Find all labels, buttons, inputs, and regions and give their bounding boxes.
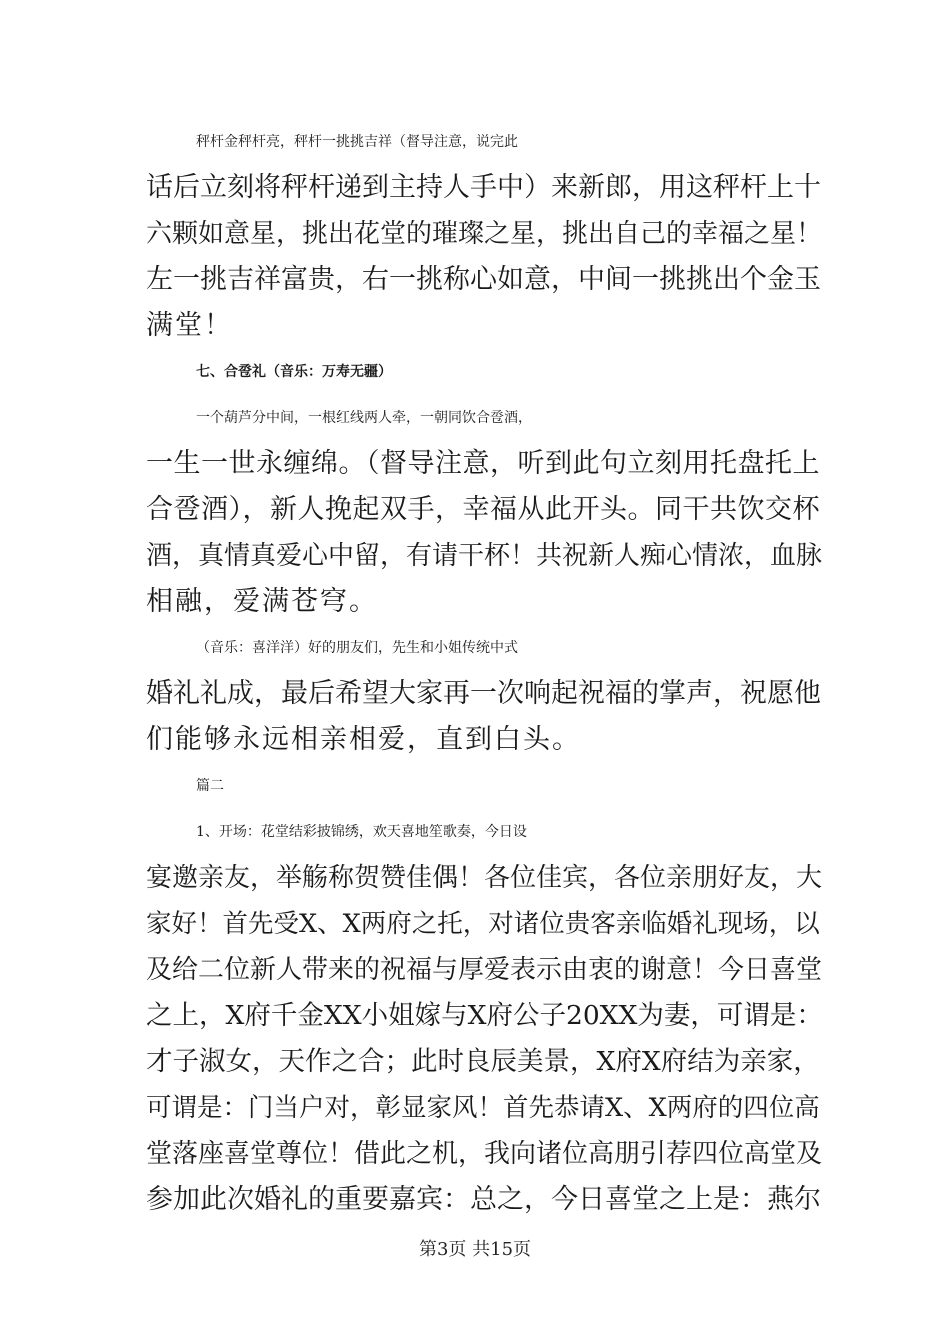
text-line: 满堂！ <box>146 310 233 341</box>
text-line: 六颗如意星，挑出花堂的璀璨之星，挑出自己的幸福之星！ <box>146 219 823 249</box>
text-line: 可谓是：门当户对，彰显家风！首先恭请X、X两府的四位高 <box>146 1093 820 1123</box>
text-line: 秤杆金秤杆亮，秤杆一挑挑吉祥（督导注意，说完此 <box>196 134 518 150</box>
text-line: 酒，真情真爱心中留，有请干杯！共祝新人痴心情浓，血脉 <box>146 541 823 571</box>
text-line: （音乐：喜洋洋）好的朋友们，先生和小姐传统中式 <box>196 640 518 656</box>
text-line: 们能够永远相亲相爱，直到白头。 <box>146 724 581 755</box>
text-line: 相融，爱满苍穹。 <box>146 586 378 617</box>
text-line: 家好！首先受X、X两府之托，对诸位贵客亲临婚礼现场，以 <box>146 909 820 939</box>
text-line: 话后立刻将秤杆递到主持人手中）来新郎，用这秤杆上十 <box>146 172 821 203</box>
text-line: 一生一世永缠绵。（督导注意，听到此句立刻用托盘托上 <box>146 448 820 479</box>
text-line: 婚礼礼成，最后希望大家再一次响起祝福的掌声，祝愿他 <box>146 678 821 709</box>
text-line: 才子淑女，天作之合；此时良辰美景，X府X府结为亲家， <box>146 1046 820 1077</box>
text-line: 堂落座喜堂尊位！借此之机，我向诸位高朋引荐四位高堂及 <box>146 1139 823 1169</box>
text-line: 合卺酒），新人挽起双手，幸福从此开头。同干共饮交杯 <box>146 494 820 525</box>
text-line: 宴邀亲友，举觞称贺赞佳偶！各位佳宾，各位亲朋好友，大 <box>146 863 823 893</box>
text-line: 左一挑吉祥富贵，右一挑称心如意，中间一挑挑出个金玉 <box>146 264 821 295</box>
page-footer: 第3页 共15页 <box>418 1239 532 1260</box>
text-line: 参加此次婚礼的重要嘉宾：总之，今日喜堂之上是：燕尔 <box>146 1184 821 1215</box>
text-line: 及给二位新人带来的祝福与厚爱表示由衷的谢意！今日喜堂 <box>146 955 823 985</box>
section-label: 篇二 <box>196 778 224 794</box>
section-heading: 七、合卺礼（音乐：万寿无疆） <box>196 364 392 380</box>
text-line: 1、开场：花堂结彩披锦绣，欢天喜地笙歌奏，今日设 <box>196 824 527 840</box>
text-line: 之上，X府千金XX小姐嫁与X府公子20XX为妻，可谓是： <box>146 1000 823 1031</box>
text-line: 一个葫芦分中间，一根红线两人牵，一朝同饮合卺酒， <box>196 410 532 426</box>
